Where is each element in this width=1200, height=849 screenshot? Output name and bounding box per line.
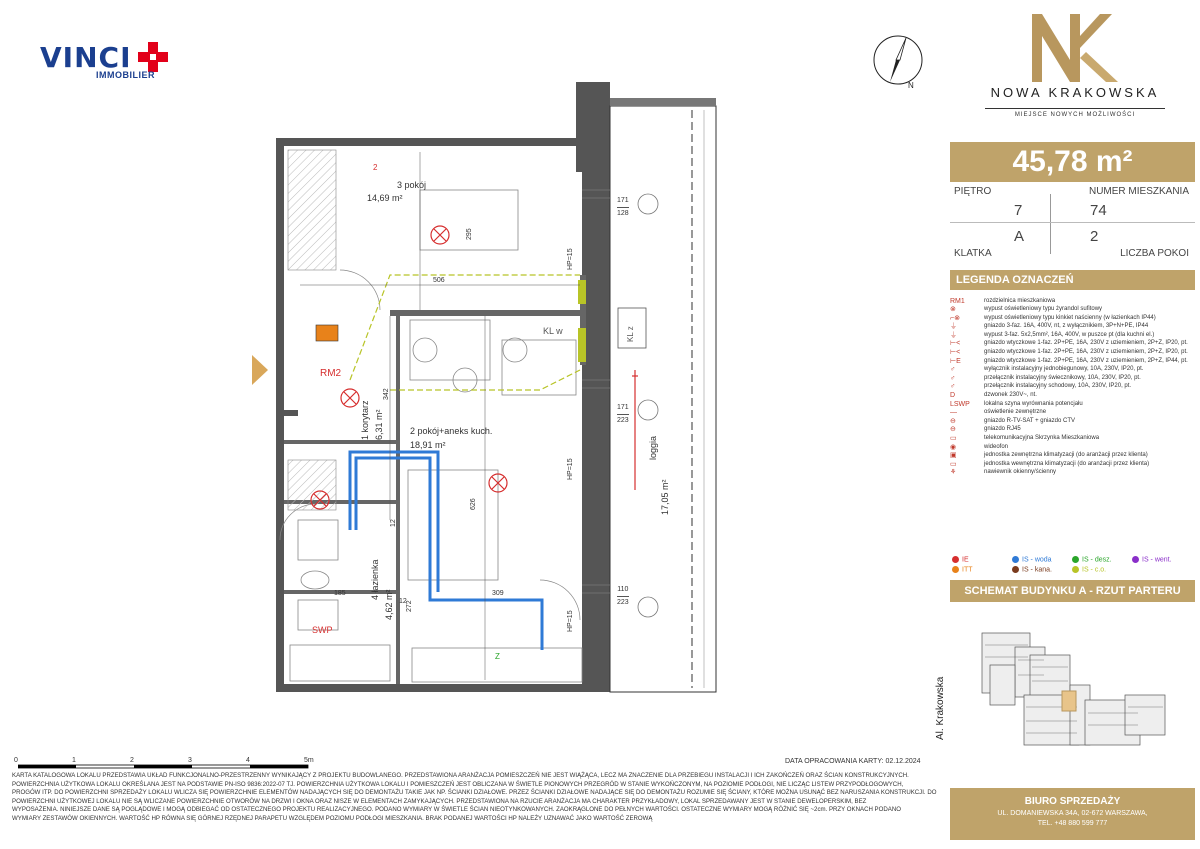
legend-symbol: ♂ — [950, 383, 956, 391]
installation-label: ITT — [962, 566, 973, 574]
klz-label: KL z — [626, 326, 635, 342]
legend-text: przełącznik instalacyjny schodowy, 10A, 230V, IP20, pt. — [984, 383, 1132, 390]
legend-symbol: ⊖ — [950, 417, 956, 425]
legend-symbol: ⊖ — [950, 426, 956, 434]
scale-tick: 5m — [304, 757, 314, 764]
dim-626: 626 — [470, 498, 477, 510]
legend-symbol: ▭ — [950, 435, 957, 442]
scale-tick: 3 — [188, 757, 192, 764]
room-4-label: 4 łazienka — [370, 559, 380, 600]
legend-symbol: D — [950, 392, 956, 400]
klw-label: KL w — [543, 326, 563, 336]
socket-code-label: 2 — [373, 163, 378, 172]
window-dim-3: 110 223 — [617, 584, 629, 609]
legend-item — [950, 417, 1195, 426]
installation-item — [1072, 556, 1132, 563]
dim-185: 185 — [334, 590, 346, 597]
legend-symbol: ⊢< — [950, 349, 961, 357]
installation-color-icon — [952, 566, 959, 573]
legend-item — [950, 392, 1195, 401]
legend-symbol: ♂ — [950, 366, 956, 374]
dim-12a: 12 — [390, 519, 397, 527]
legend-text: wideofon — [984, 443, 1009, 450]
rooms-value: 2 — [1090, 228, 1099, 245]
installation-item — [1012, 556, 1072, 563]
legend-item — [950, 426, 1195, 435]
legend-symbol: LSWP — [950, 400, 970, 408]
installation-item — [952, 556, 1012, 563]
footer-line: WYPOSAŻENIA. NINIEJSZE DANE SĄ POGLĄDOWE I MOGĄ ODBIEGAĆ OD OSTATECZNEGO PROJEKTU REALIZACYJNEGO. PODANO WYMIARY W ŚWIETLE ŚCIAN NIEOTYNKOWANYCH. ZAOKRĄGLONE DO PEŁNYCH WARTOŚCI. OSTATECZNE WYMIARY MOGĄ RÓŻNIĆ SIĘ ~2cm. PRZY OKNACH PODANO — [12, 806, 901, 814]
loggia-area: 17,05 m² — [660, 479, 670, 515]
window-dim-2: 171 223 — [617, 402, 629, 427]
installation-label: IS - desz. — [1082, 556, 1112, 564]
vinci-sub: IMMOBILIER — [96, 70, 155, 80]
legend-text: dzwonek 230V~, nt. — [984, 392, 1037, 399]
legend-text: gniazdo wtyczkowe 1-faz. 2P+PE, 16A, 230V z uziemieniem, 2P+Z, IP20, pt. — [984, 340, 1188, 347]
legend-item — [950, 374, 1195, 383]
legend-item — [950, 383, 1195, 392]
legend-item — [950, 331, 1195, 340]
dim-295: 295 — [466, 228, 473, 240]
legend-text: wypust 3-faz. 5x2,5mm², 16A, 400V, w puszce pt (dla kuchni el.) — [984, 331, 1155, 338]
footer-line: POWIERZCHNI UŻYTKOWEJ LOKALU NIE SĄ WLICZANE POWIERZCHNIE OTWORÓW NA DRZWI I OKNA ORAZ NISZE W ELEMENTACH ZAMYKAJĄCYCH. PRZEDSTAWIONA NA RZUCIE ARANŻACJA MA CHARAKTER PRZYKŁADOWY, LOKAL SPRZEDAWANY JEST W STANIE DEWELOPERSKIM, BEZ — [12, 797, 867, 805]
number-label: NUMER MIESZKANIA — [1088, 186, 1189, 197]
legend-item — [950, 297, 1195, 306]
svg-text:N: N — [908, 81, 914, 90]
dim-342: 342 — [383, 388, 390, 400]
installation-color-icon — [1072, 556, 1079, 563]
hp-label-3: HP=15 — [567, 610, 574, 632]
dim-506: 506 — [433, 277, 445, 284]
staircase-value: A — [1014, 228, 1025, 245]
footer-line: PROGÓW ITP. DO POWIERZCHNI SPRZEDAŻY LOKALU WLICZA SIĘ POWIERZCHNIE ELEMENTÓW NADAJĄCYCH SIĘ DO DEMONTAŻU TAKIE JAK NP. ŚCIANKI DZIAŁOWE. PRZEZ ŚCIANKI DZIAŁOWE NADAJĄCE SIĘ DO DEMONTAŻU ROZUMIE SIĘ ŚCIANY, KTÓRE MOŻNA USUNĄĆ BEZ NARUSZANIA KONSTRUKCJI. DO — [12, 789, 937, 797]
footer-line: KARTA KATALOGOWA LOKALU PRZEDSTAWIA UKŁAD FUNKCJONALNO-PRZESTRZENNY WYNIKAJĄCY Z PROJEKTU BUDOWLANEGO. PRZEDSTAWIONA ARANŻACJA POMIESZCZEŃ NIE JEST WIĄŻĄCA, LECZ MA ZNACZENIE DLA PRZEBIEGU INSTALACJI I ICH ZAKOŃCZEŃ ORAZ ŚCIAN KONSTRUKCYJNYCH. — [12, 772, 909, 779]
office-title: BIURO SPRZEDAŻY — [1024, 796, 1121, 807]
installation-label: IS - went. — [1142, 556, 1172, 564]
legend-text: przełącznik instalacyjny świecznikowy, 10A, 230V, IP20, pt. — [984, 374, 1141, 381]
legend-text: nawiewnik okienny/ścienny — [984, 469, 1057, 476]
installation-color-icon — [1012, 566, 1019, 573]
legend-symbol: ▣ — [950, 452, 957, 460]
legend-text: gniazdo 3-faz. 16A, 400V, nt, z wyłącznikiem, 3P+N+PE, IP44 — [984, 323, 1149, 330]
dim-309: 309 — [492, 590, 504, 597]
legend-text: oświetlenie zewnętrzne — [984, 409, 1047, 416]
nk-logo-icon — [1030, 12, 1120, 84]
vinci-cross-icon — [136, 40, 170, 74]
footer-disclaimer — [12, 772, 942, 824]
staircase-label: KLATKA — [954, 248, 992, 259]
room-1-area: 6,31 m² — [374, 409, 384, 440]
legend-item — [950, 443, 1195, 452]
info-divider — [1050, 194, 1051, 254]
legend-text: telekomunikacyjna Skrzynka Mieszkaniowa — [984, 435, 1100, 441]
footer-line: POWIERZCHNIA UŻYTKOWA LOKALU OKREŚLANA JEST NA PODSTAWIE PN-ISO 9836:2022-07 TJ. POWIERZCHNIA UŻYTKOWA LOKALU I POMIESZCZEŃ JEST OBLICZANA W ŚWIETLE PIONOWYCH PRZEGRÓD W STANIE WYKOŃCZONYM, NA POZIOMIE PODŁOGI, NIE LICZĄC LISTEW PRZYPODŁOGOWYCH, — [12, 780, 904, 788]
hp-label-2: HP=15 — [567, 458, 574, 480]
legend-text: lokalna szyna wyrównania potencjału — [984, 400, 1083, 407]
legend-text: rozdzielnica mieszkaniowa — [984, 297, 1056, 304]
floor-label: PIĘTRO — [954, 186, 992, 197]
project-name: NOWA KRAKOWSKA — [990, 85, 1160, 100]
installation-item — [1012, 566, 1072, 573]
legend-symbol: ▭ — [950, 460, 957, 468]
info-hdivider — [950, 222, 1195, 223]
project-tagline: MIEJSCE NOWYCH MOŻLIWOŚCI — [985, 108, 1165, 118]
room-1-label: 1 korytarz — [360, 400, 370, 440]
swp-label: SWP — [312, 625, 333, 635]
installation-legend — [952, 556, 1192, 574]
legend-item — [950, 366, 1195, 375]
sales-office — [950, 788, 1195, 840]
installation-item — [1072, 566, 1132, 573]
legend-item — [950, 306, 1195, 315]
room-4-area: 4,62 m² — [384, 589, 394, 620]
legend-item — [950, 340, 1195, 349]
legend-text: gniazdo RJ45 — [984, 426, 1021, 433]
legend-item — [950, 409, 1195, 418]
installation-label: IS - woda — [1022, 556, 1052, 564]
legend-text: wypust oświetleniowy typu kinkiet naścienny (w łazienkach IP44) — [984, 314, 1156, 321]
footer-line: WYMIARY ZESTAWÓW OKIENNYCH. WARTOŚĆ HP RÓWNA SIĘ GÓRNEJ RZĘDNEJ PARAPETU WZGLĘDEM POZIOMU PODŁOGI MIESZKANIA. BRAK PODANEJ WARTOŚCI HP NALEŻY UZNAWAĆ JAKO WARTOŚĆ ZEROWĄ — [12, 814, 653, 822]
number-value: 74 — [1090, 202, 1107, 219]
legend-item — [950, 323, 1195, 332]
installation-item — [952, 566, 1012, 573]
floor-plan — [240, 80, 740, 705]
legend-symbol: ⊗ — [950, 306, 956, 314]
scale-tick: 2 — [130, 757, 134, 764]
floor-value: 7 — [1014, 202, 1023, 219]
legend-symbol: ♂ — [950, 374, 956, 382]
installation-color-icon — [1072, 566, 1079, 573]
legend-text: jednostka wewnętrzna klimatyzacji (do aranżacji przez klienta) — [984, 460, 1150, 467]
installation-label: IS - kana. — [1022, 566, 1052, 574]
legend-item — [950, 460, 1195, 469]
installation-color-icon — [1012, 556, 1019, 563]
legend-item — [950, 400, 1195, 409]
loggia-label: loggia — [648, 435, 658, 460]
compass-icon — [868, 30, 928, 90]
legend-text: gniazdo wtyczkowe 1-faz. 2P+PE, 16A, 230V z uziemieniem, 2P+Z, IP20, pt. — [984, 349, 1188, 356]
dim-272: 272 — [406, 600, 413, 612]
z-label: Z — [495, 652, 500, 661]
legend-list — [950, 297, 1195, 477]
legend-item — [950, 357, 1195, 366]
vinci-logo — [40, 40, 170, 80]
date-label: DATA OPRACOWANIA KARTY: 02.12.2024 — [785, 758, 921, 765]
apartment-info — [950, 184, 1195, 260]
scale-tick: 1 — [72, 757, 76, 764]
installation-item — [1132, 556, 1192, 563]
legend-text: gniazdo R-TV-SAT + gniazdo CTV — [984, 417, 1075, 424]
legend-symbol: ⊢E — [950, 357, 961, 365]
legend-item — [950, 349, 1195, 358]
rooms-label: LICZBA POKOI — [1120, 248, 1189, 259]
legend-text: wyłącznik instalacyjny jednobiegunowy, 10A, 230V, IP20, pt. — [984, 366, 1144, 373]
rm2-label: RM2 — [320, 368, 342, 379]
hp-label-1: HP=15 — [567, 248, 574, 270]
legend-text: jednostka zewnętrzna klimatyzacji (do aranżacji przez klienta) — [984, 452, 1148, 459]
building-schema — [960, 625, 1190, 755]
legend-symbol: — — [950, 409, 957, 417]
installation-color-icon — [1132, 556, 1139, 563]
room-3-label: 3 pokój — [397, 180, 427, 190]
installation-label: IS - c.o. — [1082, 566, 1107, 574]
legend-text: gniazdo wtyczkowe 1-faz. 2P+PE, 16A, 230V z uziemieniem, 2P+Z, IP44, pt. — [984, 357, 1188, 364]
street-label: Al. Krakowska — [935, 676, 946, 740]
installation-label: IE — [962, 556, 969, 564]
legend-symbol: ⌐⊗ — [950, 314, 960, 322]
room-3-area: 14,69 m² — [367, 193, 403, 203]
scale-tick: 4 — [246, 757, 250, 764]
legend-item — [950, 469, 1195, 478]
legend-symbol: ⏚ — [950, 331, 957, 339]
office-address: UL. DOMANIEWSKA 34A, 02-672 WARSZAWA, — [997, 810, 1148, 817]
office-phone: TEL. +48 880 599 777 — [1037, 820, 1108, 827]
highlighted-unit — [1062, 691, 1076, 711]
apartment-area: 45,78 m² — [950, 142, 1195, 182]
room-2-label: 2 pokój+aneks kuch. — [410, 426, 493, 436]
window-dim-1: 171 128 — [617, 195, 629, 220]
schemat-title: SCHEMAT BUDYNKU A - RZUT PARTERU — [950, 580, 1195, 602]
legend-item — [950, 435, 1195, 444]
dim-12b: 12 — [399, 598, 407, 605]
vinci-wordmark: VINCI — [40, 40, 132, 74]
legend-item — [950, 314, 1195, 323]
legend-symbol: RM1 — [950, 297, 965, 305]
legend-title: LEGENDA OZNACZEŃ — [950, 270, 1195, 290]
legend-symbol: ◉ — [950, 443, 957, 451]
scale-tick: 0 — [14, 757, 18, 764]
legend-symbol: ⏚ — [950, 323, 957, 331]
legend-item — [950, 452, 1195, 461]
legend-symbol: ⊢< — [950, 340, 961, 348]
installation-color-icon — [952, 556, 959, 563]
legend-text: wypust oświetleniowy typu żyrandol sufitowy — [984, 306, 1103, 313]
legend-symbol: ⚘ — [950, 469, 957, 477]
room-2-area: 18,91 m² — [410, 440, 446, 450]
